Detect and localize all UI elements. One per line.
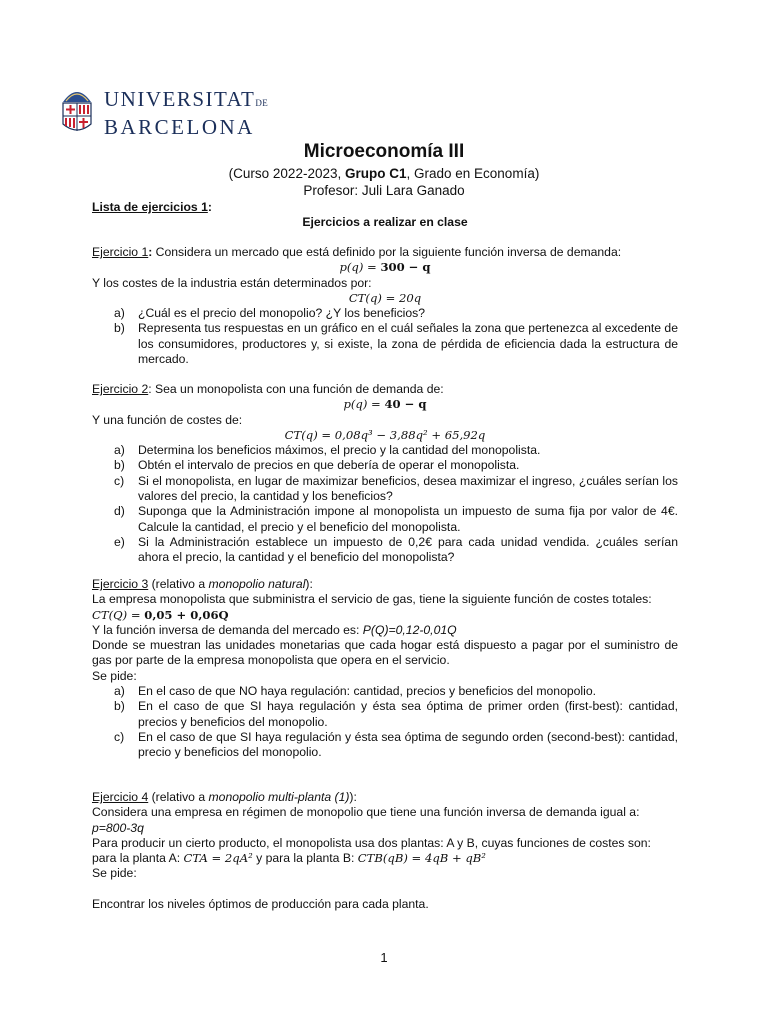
item-marker: e) (114, 534, 125, 549)
course-group: Grupo C1 (344, 166, 407, 181)
exercise-3-rel-b: ): (305, 577, 313, 591)
exercise-1-demand-rhs: 300 − q (380, 260, 431, 275)
item-text: Obtén el intervalo de precios en que debería de operar el monopolista. (138, 458, 520, 473)
course-info-b: , Grado en Economía) (406, 166, 540, 181)
list-title (92, 200, 678, 215)
exercise-1-intro-text: Considera un mercado que está definido por la siguiente función inversa de demanda: (152, 245, 622, 259)
exercise-3-demand-intro: Y la función inversa de demanda del mercado es: (92, 622, 363, 637)
list-item (92, 458, 678, 473)
exercise-3-demand-formula: P(Q)=0,12-0,01Q (362, 622, 457, 637)
item-text: ¿Cuál es el precio del monopolio? ¿Y los beneficios? (138, 306, 426, 321)
exercise-1 (92, 245, 678, 367)
list-item (92, 443, 678, 458)
exercise-1-intro (92, 245, 678, 260)
item-marker: d) (114, 504, 125, 519)
exercise-2-demand-rhs: 40 − q (384, 397, 427, 412)
exercise-2-questions (92, 443, 678, 565)
exercise-2-cost-text: CT(q) = 0,08q³ − 3,88q² + 65,92q (284, 427, 486, 442)
item-text: Suponga que la Administración impone al monopolista un impuesto de suma fija por valor de 4€. Calcule la cantidad, el precio y el beneficio del monopolista. (138, 504, 678, 534)
exercise-3-cost-formula (92, 608, 678, 623)
exercise-3-demand-line (92, 623, 678, 638)
exercise-4-intro (92, 790, 678, 805)
logo-line2: BARCELONA (104, 115, 255, 139)
exercise-1-questions (92, 306, 678, 367)
exercise-3 (92, 577, 678, 761)
exercise-3-line1: La empresa monopolista que subministra el servicio de gas, tiene la siguiente función de costes totales: (92, 592, 652, 607)
exercise-2 (92, 382, 678, 566)
exercise-2-costs-intro: Y una función de costes de: (92, 412, 243, 427)
exercise-3-se-pide: Se pide: (92, 668, 137, 683)
list-item (92, 535, 678, 566)
list-item (92, 474, 678, 505)
exercise-1-costs-intro: Y los costes de la industria están determinados por: (92, 275, 372, 290)
spacer (92, 882, 678, 897)
exercise-4-line1: Considera una empresa en régimen de monopolio que tiene una función inversa de demanda igual a: (92, 805, 640, 820)
exercise-4-se-pide: Se pide: (92, 866, 137, 881)
item-text: En el caso de que SI haya regulación y ésta sea óptima de segundo orden (second-best): cantidad, precio y beneficios del monopolio. (138, 729, 678, 760)
list-item (92, 306, 678, 321)
exercise-4-label: Ejercicio 4 (92, 790, 149, 804)
list-title-text: Lista de ejercicios 1 (92, 200, 208, 214)
exercise-3-cost-rhs: 0,05 + 0,06Q (144, 607, 229, 622)
exercise-4-plant-b-intro: y para la planta B: (252, 851, 358, 866)
exercise-4-plant-b-formula: CTB(qB) = 4qB + qB² (357, 851, 486, 866)
exercise-2-label: Ejercicio 2 (92, 382, 149, 396)
list-item (92, 730, 678, 761)
logo-line1-de: DE (255, 98, 269, 108)
exercise-3-cost-lhs: CT(Q) = (92, 607, 145, 622)
exercise-1-colon: : (148, 245, 153, 259)
exercise-1-cost-formula (92, 291, 678, 306)
item-marker: a) (114, 306, 125, 321)
exercise-4-rel-a: (relativo a (148, 790, 209, 804)
item-marker: a) (114, 684, 125, 699)
document-title: Microeconomía III (303, 141, 465, 162)
exercise-1-demand-lhs: p(q) = (339, 260, 381, 275)
list-item (92, 699, 678, 730)
list-item (92, 321, 678, 367)
item-marker: c) (114, 473, 125, 488)
exercise-3-label: Ejercicio 3 (92, 577, 149, 591)
exercise-4-task: Encontrar los niveles óptimos de producción para cada planta. (92, 896, 429, 911)
exercise-2-intro (92, 382, 678, 397)
exercise-1-demand-formula (92, 260, 678, 275)
professor-line: Profesor: Juli Lara Ganado (303, 183, 465, 198)
exercise-2-cost-formula (92, 428, 678, 443)
exercise-3-paragraph: Donde se muestran las unidades monetarias que cada hogar está dispuesto a pagar por el suministro de gas por parte de la empresa monopolista que opera en el servicio. (92, 638, 678, 668)
university-logo (60, 86, 269, 142)
exercise-4-line2: Para producir un cierto producto, el monopolista usa dos plantas: A y B, cuyas funciones de costes son: (92, 835, 651, 850)
item-marker: a) (114, 443, 125, 458)
exercise-4-rel-b: ): (349, 790, 357, 804)
item-text: Si el monopolista, en lugar de maximizar beneficios, desea maximizar el ingreso, ¿cuáles serían los valores del precio, la cantidad y los beneficios? (138, 473, 678, 504)
item-marker: b) (114, 458, 125, 473)
item-marker: b) (114, 699, 125, 714)
logo-line1: UNIVERSITAT (104, 87, 256, 111)
exercise-4-plants-line (92, 851, 678, 866)
exercise-1-cost-rhs: 20q (398, 290, 422, 305)
exercise-4-plant-a-intro: para la planta A: (92, 851, 184, 866)
course-info-a: (Curso 2022-2023, (228, 166, 345, 181)
exercise-2-demand-lhs: p(q) = (343, 397, 385, 412)
item-text: En el caso de que SI haya regulación y ésta sea óptima de primer orden (first-best): cantidad, precios y beneficios del monopolio. (138, 699, 678, 729)
exercise-4-topic: monopolio multi-planta (1) (208, 790, 350, 804)
university-seal-icon (60, 86, 94, 136)
exercise-4-plant-a-formula: CTA = 2qA² (183, 851, 253, 866)
logo-wordmark (104, 88, 268, 139)
item-text: Si la Administración establece un impuesto de 0,2€ para cada unidad vendida. ¿cuáles serían ahora el precio, la cantidad y el beneficio del monopolista? (138, 534, 678, 565)
item-text: Determina los beneficios máximos, el precio y la cantidad del monopolista. (138, 443, 541, 458)
item-text: Representa tus respuestas en un gráfico en el cuál señales la zona que pertenezca al excedente de los consumidores, productores y, si existe, la zona de pérdida de eficiencia dada la estructura de mercado. (138, 321, 678, 367)
item-marker: c) (114, 729, 125, 744)
exercise-1-label: Ejercicio 1 (92, 245, 149, 259)
section-title: Ejercicios a realizar en clase (302, 215, 468, 229)
exercise-1-cost-lhs: CT(q) = (348, 290, 399, 305)
course-info (0, 166, 768, 181)
exercise-3-intro (92, 577, 678, 592)
item-marker: b) (114, 321, 125, 336)
list-item (92, 684, 678, 699)
exercise-3-questions (92, 684, 678, 760)
exercise-2-demand-formula (92, 397, 678, 412)
exercise-4-demand: p=800-3q (92, 820, 144, 835)
exercise-3-rel-a: (relativo a (148, 577, 209, 591)
list-title-colon: : (207, 200, 212, 214)
page-number: 1 (380, 950, 388, 965)
exercise-2-intro-text: : Sea un monopolista con una función de demanda de: (148, 382, 444, 396)
item-text: En el caso de que NO haya regulación: cantidad, precios y beneficios del monopolio. (138, 684, 596, 699)
list-item (92, 504, 678, 535)
exercise-4 (92, 790, 678, 912)
exercise-3-topic: monopolio natural (208, 577, 306, 591)
